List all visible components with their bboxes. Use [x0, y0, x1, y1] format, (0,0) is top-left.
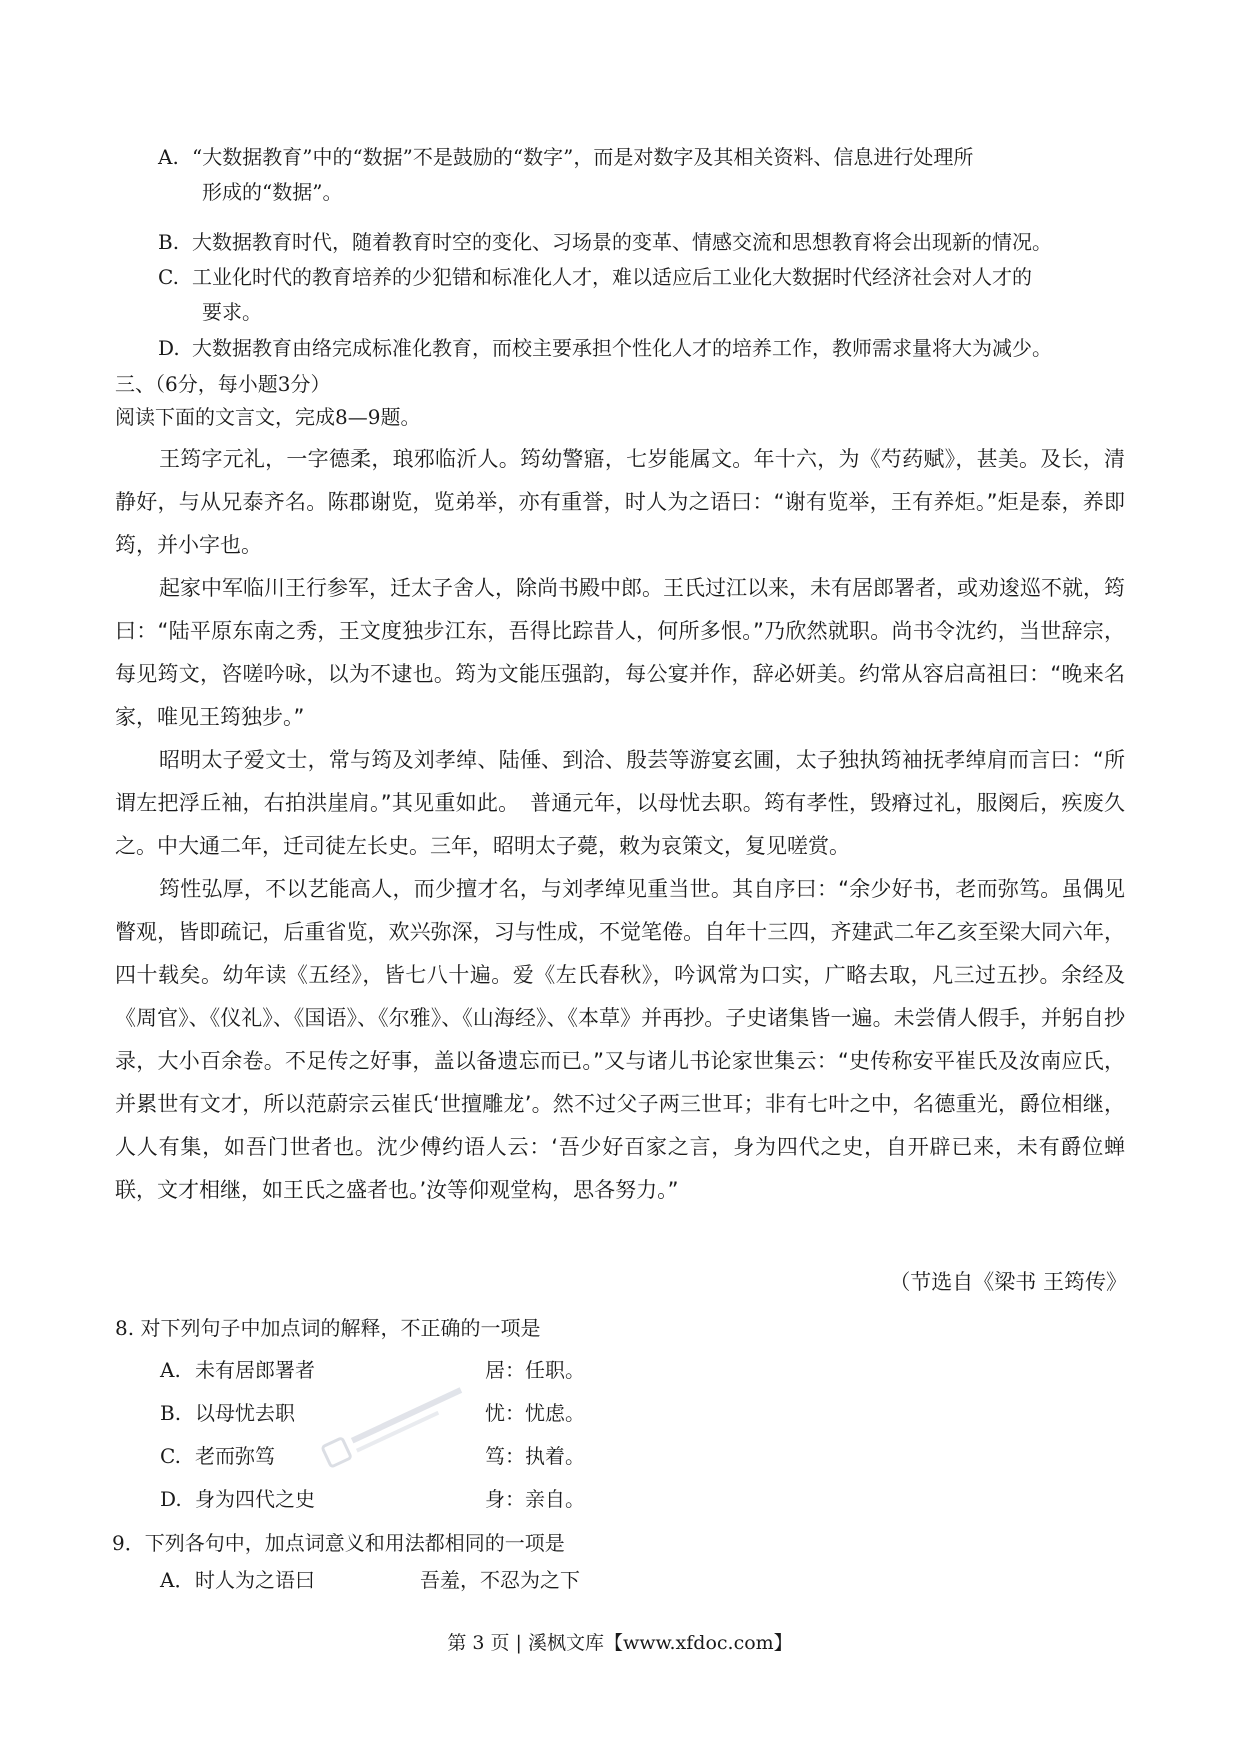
option-letter: C.	[160, 1444, 181, 1468]
option-gloss: 身：亲自。	[485, 1487, 585, 1511]
passage-paragraph: 昭明太子爱文士，常与筠及刘孝绰、陆倕、到洽、殷芸等游宴玄圃，太子独执筠袖抚孝绰肩而言曰：“所谓左把浮丘袖，右拍洪崖肩。”其见重如此。 普通元年，以母忧去职。筠有孝性，毁瘠过礼，服阕后，疾废久之。中大通二年，迁司徒左长史。三年，昭明太子薨，敕为哀策文，复见嗟赏。	[115, 748, 1125, 858]
option-letter: C.	[158, 265, 179, 289]
question-8-stem: 8. 对下列句子中加点词的解释，不正确的一项是	[115, 1316, 541, 1340]
option-b	[158, 225, 1128, 260]
option-letter: D.	[158, 336, 180, 360]
option-letter: A.	[158, 145, 179, 169]
question-9-stem: 9．下列各句中，加点词意义和用法都相同的一项是	[112, 1531, 565, 1555]
passage-source: （节选自《梁书 王筠传》	[889, 1270, 1127, 1294]
option-gloss: 忧：忧虑。	[485, 1401, 585, 1425]
option-letter: D.	[160, 1487, 182, 1511]
passage-paragraph: 王筠字元礼，一字德柔，琅邪临沂人。筠幼警寤，七岁能属文。年十六，为《芍药赋》，甚美。及长，清静好，与从兄泰齐名。陈郡谢览，览弟举，亦有重誉，时人为之语曰：“谢有览举，王有养炬。”炬是泰，养即筠，并小字也。	[115, 447, 1125, 557]
option-phrase: 老而弥笃	[195, 1444, 275, 1468]
passage-paragraph: 起家中军临川王行参军，迁太子舍人，除尚书殿中郎。王氏过江以来，未有居郎署者，或劝逡巡不就，筠曰：“陆平原东南之秀，王文度独步江东，吾得比踪昔人，何所多恨。”乃欣然就职。尚书令沈约，当世辞宗，每见筠文，咨嗟吟咏，以为不逮也。筠为文能压强韵，每公宴并作，辞必妍美。约常从容启高祖曰：“晚来名家，唯见王筠独步。”	[115, 576, 1125, 729]
option-d	[158, 331, 1128, 366]
option-gloss: 居：任职。	[485, 1358, 585, 1382]
option-text: 大数据教育由络完成标准化教育，而校主要承担个性化人才的培养工作，教师需求量将大为减少。	[192, 336, 1052, 360]
option-c	[158, 260, 1128, 330]
option-phrase: 以母忧去职	[195, 1401, 295, 1425]
option-text: “大数据教育”中的“数据”不是鼓励的“数字”，而是对数字及其相关资料、信息进行处理所	[192, 145, 974, 169]
option-phrase: 身为四代之史	[195, 1487, 315, 1511]
option-continuation: 要求。	[202, 300, 262, 324]
option-letter: A．	[160, 1568, 195, 1592]
passage-paragraph: 筠性弘厚，不以艺能高人，而少擅才名，与刘孝绰见重当世。其自序曰：“余少好书，老而弥笃。虽偶见瞥观，皆即疏记，后重省览，欢兴弥深，习与性成，不觉笔倦。自年十三四，齐建武二年乙亥至梁大同六年，四十载矣。幼年读《五经》，皆七八十遍。爱《左氏春秋》，吟讽常为口实，广略去取，凡三过五抄。余经及《周官》、《仪礼》、《国语》、《尔雅》、《山海经》、《本草》并再抄。子史诸集皆一遍。未尝倩人假手，并躬自抄录，大小百余卷。不足传之好事，盖以备遗忘而已。”又与诸儿书论家世集云：“史传称安平崔氏及汝南应氏，并累世有文才，所以范蔚宗云崔氏‘世擅雕龙’。然不过父子两三世耳；非有七叶之中，名德重光，爵位相继，人人有集，如吾门世者也。沈少傅约语人云：‘吾少好百家之言，身为四代之史，自开辟已来，未有爵位蝉联，文才相继，如王氏之盛者也。’汝等仰观堂构，思各努力。”	[115, 877, 1125, 1202]
passage	[115, 438, 1125, 1212]
section-header: 三、（6分，每小题3分）	[115, 372, 331, 396]
option-text: 大数据教育时代，随着教育时空的变化、习场景的变革、情感交流和思想教育将会出现新的情况。	[192, 230, 1052, 254]
page-footer: 第 3 页 | 溪枫文库【www.xfdoc.com】	[447, 1632, 793, 1654]
question-9-option-a	[160, 1560, 580, 1600]
option-gloss: 吾羞，不忍为之下	[420, 1568, 580, 1592]
option-letter: A.	[160, 1358, 181, 1382]
instruction: 阅读下面的文言文，完成8—9题。	[115, 405, 421, 429]
watermark-logo	[300, 1380, 500, 1470]
option-phrase: 时人为之语曰	[195, 1568, 315, 1592]
option-continuation: 形成的“数据”。	[202, 180, 343, 204]
option-text: 工业化时代的教育培养的少犯错和标准化人才，难以适应后工业化大数据时代经济社会对人才的	[192, 265, 1032, 289]
option-letter: B.	[158, 230, 180, 254]
option-letter: B.	[160, 1401, 182, 1425]
question-8-option-d	[160, 1479, 585, 1519]
option-a	[158, 140, 1128, 210]
option-gloss: 笃：执着。	[485, 1444, 585, 1468]
option-phrase: 未有居郎署者	[195, 1358, 315, 1382]
